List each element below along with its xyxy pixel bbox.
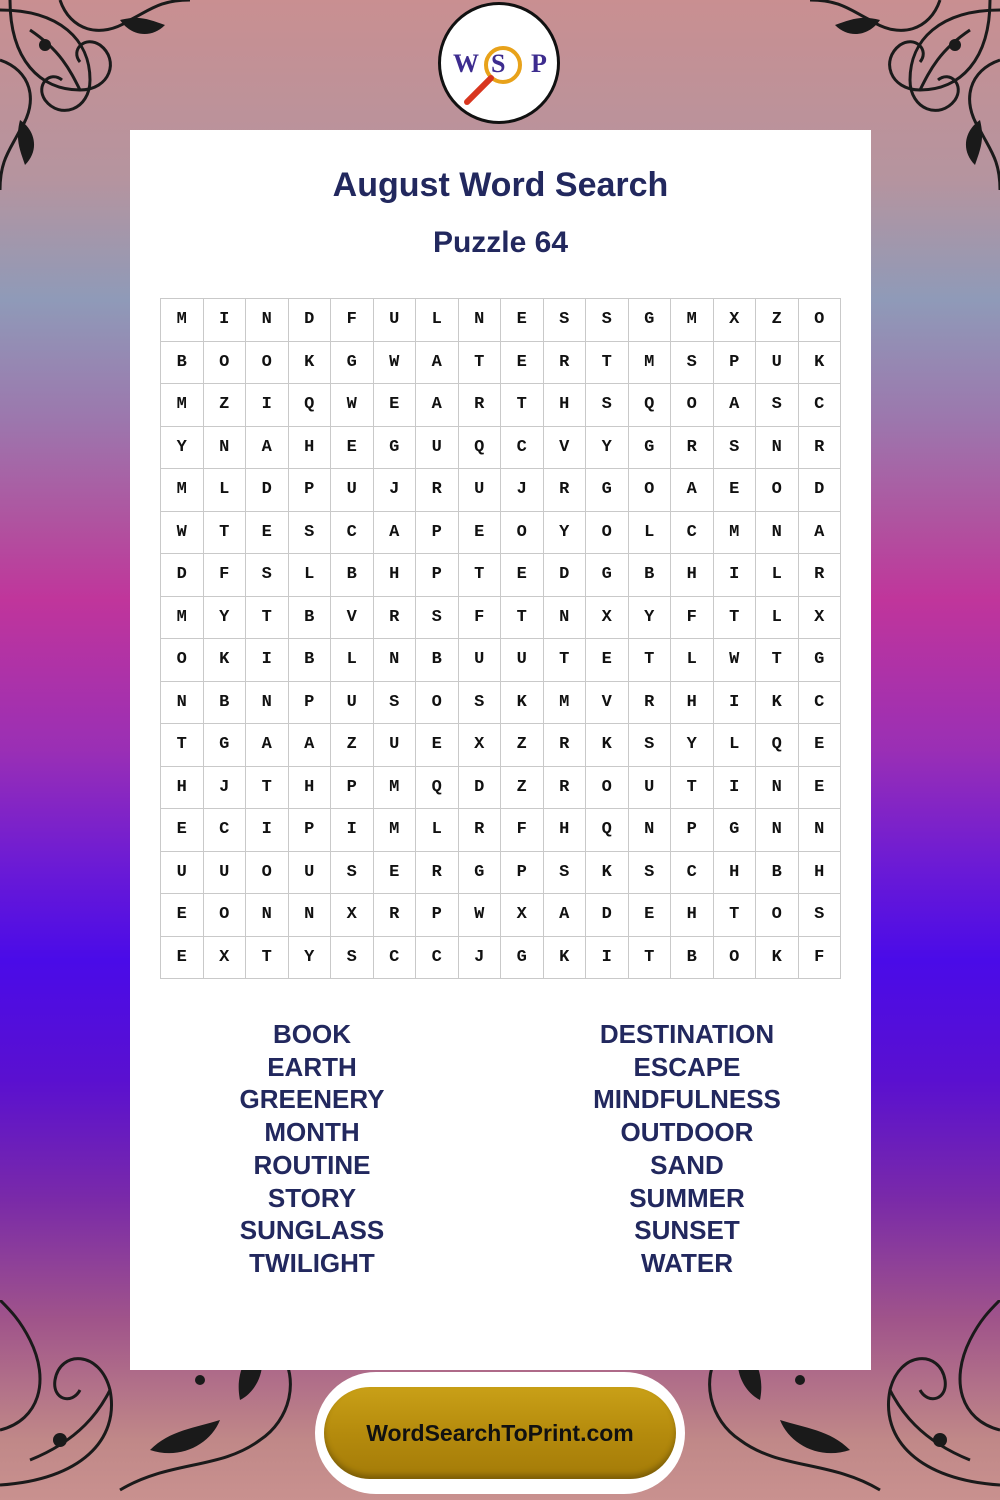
word-list-item: SUMMER [629,1182,745,1213]
grid-cell[interactable]: L [671,639,714,682]
word-list-item: DESTINATION [599,1019,775,1049]
grid-cell[interactable]: E [161,809,204,852]
grid-cell[interactable]: V [544,427,587,470]
grid-cell[interactable]: B [671,937,714,980]
grid-cell[interactable]: M [544,682,587,725]
grid-cell[interactable]: H [289,767,332,810]
grid-cell[interactable]: E [501,342,544,385]
grid-cell[interactable]: T [671,767,714,810]
grid-cell[interactable]: R [374,597,417,640]
grid-cell[interactable]: S [289,512,332,555]
word-list-item: GREENERY [239,1084,385,1115]
grid-cell[interactable]: T [714,597,757,640]
puzzle-card [130,130,871,1370]
grid-cell[interactable]: M [374,809,417,852]
grid-cell[interactable]: O [714,937,757,980]
grid-cell[interactable]: N [756,427,799,470]
grid-cell[interactable]: Y [586,427,629,470]
grid-cell[interactable]: S [544,299,587,342]
grid-cell[interactable]: E [161,894,204,937]
grid-cell[interactable]: G [629,427,672,470]
grid-cell[interactable]: S [459,682,502,725]
grid-cell[interactable]: B [204,682,247,725]
grid-cell[interactable]: S [799,894,842,937]
logo-letter-p: P [531,49,547,78]
grid-cell[interactable]: H [289,427,332,470]
grid-cell[interactable]: N [246,299,289,342]
grid-cell[interactable]: G [501,937,544,980]
grid-cell[interactable]: D [289,299,332,342]
grid-cell[interactable]: T [246,767,289,810]
grid-cell[interactable]: H [671,554,714,597]
grid-cell[interactable]: Z [501,724,544,767]
grid-cell[interactable]: A [416,342,459,385]
grid-cell[interactable]: G [374,427,417,470]
grid-cell[interactable]: O [629,469,672,512]
grid-cell[interactable]: Y [671,724,714,767]
grid-cell[interactable]: U [459,639,502,682]
grid-cell[interactable]: V [331,597,374,640]
grid-cell[interactable]: A [374,512,417,555]
grid-cell[interactable]: L [416,809,459,852]
grid-cell[interactable]: K [586,852,629,895]
grid-cell[interactable]: T [246,937,289,980]
grid-cell[interactable]: S [629,724,672,767]
word-list-item: MONTH [264,1117,360,1148]
grid-cell[interactable]: A [416,384,459,427]
grid-cell[interactable]: O [799,299,842,342]
grid-cell[interactable]: K [204,639,247,682]
grid-cell[interactable]: K [586,724,629,767]
grid-cell[interactable]: E [629,894,672,937]
grid-cell[interactable]: R [544,724,587,767]
grid-cell[interactable]: C [204,809,247,852]
grid-cell[interactable]: I [246,639,289,682]
grid-cell[interactable]: C [671,852,714,895]
grid-cell[interactable]: L [331,639,374,682]
grid-cell[interactable]: D [459,767,502,810]
grid-cell[interactable]: H [544,809,587,852]
grid-cell[interactable]: B [756,852,799,895]
grid-cell[interactable]: B [331,554,374,597]
grid-cell[interactable]: I [246,809,289,852]
grid-cell[interactable]: N [204,427,247,470]
grid-cell[interactable]: A [714,384,757,427]
grid-cell[interactable]: F [331,299,374,342]
grid-cell[interactable]: A [246,724,289,767]
grid-cell[interactable]: T [714,894,757,937]
grid-cell[interactable]: Y [544,512,587,555]
grid-cell[interactable]: K [799,342,842,385]
grid-cell[interactable]: R [459,384,502,427]
word-list-item: ROUTINE [253,1149,371,1180]
grid-cell[interactable]: L [204,469,247,512]
grid-cell[interactable]: A [799,512,842,555]
grid-cell[interactable]: N [629,809,672,852]
grid-cell[interactable]: N [161,682,204,725]
grid-cell[interactable]: T [501,597,544,640]
word-list-item: BOOK [273,1019,351,1049]
grid-cell[interactable]: G [331,342,374,385]
grid-cell[interactable]: E [459,512,502,555]
grid-cell[interactable]: R [459,809,502,852]
grid-cell[interactable]: H [714,852,757,895]
grid-cell[interactable]: K [544,937,587,980]
grid-cell[interactable]: S [629,852,672,895]
grid-cell[interactable]: R [629,682,672,725]
word-list-item: STORY [267,1182,357,1213]
grid-cell[interactable]: N [756,767,799,810]
word-list-item: SUNSET [634,1215,740,1246]
grid-cell[interactable]: G [714,809,757,852]
grid-cell[interactable]: R [544,767,587,810]
grid-cell[interactable]: P [714,342,757,385]
grid-cell[interactable]: S [586,299,629,342]
grid-cell[interactable]: O [671,384,714,427]
grid-cell[interactable]: B [161,342,204,385]
grid-cell[interactable]: G [204,724,247,767]
grid-cell[interactable]: F [501,809,544,852]
grid-cell[interactable]: U [331,682,374,725]
grid-cell[interactable]: I [714,767,757,810]
grid-cell[interactable]: S [586,384,629,427]
grid-cell[interactable]: P [289,469,332,512]
grid-cell[interactable]: P [289,682,332,725]
grid-cell[interactable]: M [671,299,714,342]
grid-cell[interactable]: N [289,894,332,937]
grid-cell[interactable]: U [501,639,544,682]
grid-cell[interactable]: T [204,512,247,555]
word-list-right-column [522,1018,852,1280]
word-list-item: SAND [650,1149,724,1180]
grid-cell[interactable]: C [416,937,459,980]
grid-cell[interactable]: J [204,767,247,810]
grid-cell[interactable]: J [459,937,502,980]
grid-cell[interactable]: Q [289,384,332,427]
grid-cell[interactable]: R [799,427,842,470]
grid-cell[interactable]: M [374,767,417,810]
grid-cell[interactable]: E [714,469,757,512]
grid-cell[interactable]: R [544,342,587,385]
grid-cell[interactable]: A [246,427,289,470]
grid-cell[interactable]: T [586,342,629,385]
grid-cell[interactable]: P [671,809,714,852]
grid-cell[interactable]: C [501,427,544,470]
grid-cell[interactable]: R [416,852,459,895]
grid-cell[interactable]: I [586,937,629,980]
grid-cell[interactable]: O [586,512,629,555]
grid-cell[interactable]: E [331,427,374,470]
grid-cell[interactable]: M [714,512,757,555]
grid-cell[interactable]: O [416,682,459,725]
grid-cell[interactable]: C [799,384,842,427]
word-list-left-column [147,1018,477,1280]
grid-cell[interactable]: U [416,427,459,470]
grid-cell[interactable]: B [629,554,672,597]
grid-cell[interactable]: D [799,469,842,512]
grid-cell[interactable]: L [416,299,459,342]
grid-cell[interactable]: P [331,767,374,810]
grid-cell[interactable]: T [756,639,799,682]
grid-cell[interactable]: Q [756,724,799,767]
grid-cell[interactable]: H [799,852,842,895]
grid-cell[interactable]: N [756,512,799,555]
grid-cell[interactable]: J [501,469,544,512]
grid-cell[interactable]: I [714,682,757,725]
grid-cell[interactable]: E [799,724,842,767]
grid-cell[interactable]: Z [331,724,374,767]
word-list-item: WATER [641,1247,733,1278]
grid-cell[interactable]: H [671,682,714,725]
grid-cell[interactable]: F [459,597,502,640]
grid-cell[interactable]: O [756,894,799,937]
grid-cell[interactable]: N [246,894,289,937]
word-list-item: OUTDOOR [620,1117,754,1148]
wsp-logo [438,2,560,124]
grid-cell[interactable]: O [204,894,247,937]
grid-cell[interactable]: S [714,427,757,470]
grid-cell[interactable]: M [161,384,204,427]
grid-cell[interactable]: U [374,299,417,342]
grid-cell[interactable]: A [671,469,714,512]
grid-cell[interactable]: Z [501,767,544,810]
grid-cell[interactable]: C [331,512,374,555]
grid-cell[interactable]: J [374,469,417,512]
grid-cell[interactable]: X [459,724,502,767]
grid-cell[interactable]: F [799,937,842,980]
grid-cell[interactable]: N [374,639,417,682]
grid-cell[interactable]: R [799,554,842,597]
grid-cell[interactable]: H [544,384,587,427]
grid-cell[interactable]: P [289,809,332,852]
letter-grid [160,298,841,979]
grid-cell[interactable]: N [544,597,587,640]
site-link-button[interactable] [315,1372,685,1494]
grid-cell[interactable]: I [331,809,374,852]
word-list-item: TWILIGHT [249,1247,375,1278]
puzzle-number: Puzzle 64 [432,226,569,259]
grid-cell[interactable]: E [501,554,544,597]
grid-cell[interactable]: E [374,852,417,895]
grid-cell[interactable]: U [204,852,247,895]
grid-cell[interactable]: H [161,767,204,810]
grid-cell[interactable]: L [756,597,799,640]
grid-cell[interactable]: B [416,639,459,682]
grid-cell[interactable]: S [671,342,714,385]
grid-cell[interactable]: S [331,937,374,980]
grid-cell[interactable]: D [246,469,289,512]
grid-cell[interactable]: C [799,682,842,725]
grid-cell[interactable]: W [331,384,374,427]
grid-cell[interactable]: T [501,384,544,427]
grid-cell[interactable]: P [501,852,544,895]
grid-cell[interactable]: N [459,299,502,342]
grid-cell[interactable]: L [289,554,332,597]
grid-cell[interactable]: O [586,767,629,810]
grid-cell[interactable]: U [331,469,374,512]
grid-cell[interactable]: R [671,427,714,470]
grid-cell[interactable]: O [756,469,799,512]
grid-cell[interactable]: T [629,937,672,980]
logo-letter-w: W [453,49,479,78]
grid-cell[interactable]: T [544,639,587,682]
grid-cell[interactable]: E [416,724,459,767]
grid-cell[interactable]: T [459,342,502,385]
grid-cell[interactable]: C [374,937,417,980]
grid-cell[interactable]: E [501,299,544,342]
grid-cell[interactable]: U [459,469,502,512]
grid-cell[interactable]: X [331,894,374,937]
grid-cell[interactable]: G [629,299,672,342]
grid-cell[interactable]: T [629,639,672,682]
grid-cell[interactable]: D [544,554,587,597]
grid-cell[interactable]: U [756,342,799,385]
grid-cell[interactable]: T [246,597,289,640]
grid-cell[interactable]: Z [204,384,247,427]
grid-cell[interactable]: Y [161,427,204,470]
grid-cell[interactable]: U [161,852,204,895]
grid-cell[interactable]: S [331,852,374,895]
grid-cell[interactable]: P [416,554,459,597]
grid-cell[interactable]: B [289,597,332,640]
grid-cell[interactable]: K [756,937,799,980]
grid-cell[interactable]: X [501,894,544,937]
grid-cell[interactable]: E [799,767,842,810]
word-list-item: MINDFULNESS [593,1084,781,1115]
grid-cell[interactable]: E [586,639,629,682]
grid-cell[interactable]: Q [629,384,672,427]
grid-cell[interactable]: N [246,682,289,725]
grid-cell[interactable]: E [161,937,204,980]
grid-cell[interactable]: L [629,512,672,555]
grid-cell[interactable]: P [416,512,459,555]
grid-cell[interactable]: S [374,682,417,725]
grid-cell[interactable]: B [289,639,332,682]
grid-cell[interactable]: D [161,554,204,597]
grid-cell[interactable]: G [799,639,842,682]
grid-cell[interactable]: F [204,554,247,597]
grid-cell[interactable]: K [756,682,799,725]
grid-cell[interactable]: A [289,724,332,767]
grid-cell[interactable]: W [714,639,757,682]
grid-cell[interactable]: L [714,724,757,767]
grid-cell[interactable]: X [799,597,842,640]
grid-cell[interactable]: S [246,554,289,597]
grid-cell[interactable]: R [544,469,587,512]
grid-cell[interactable]: W [459,894,502,937]
grid-cell[interactable]: T [459,554,502,597]
grid-cell[interactable]: X [586,597,629,640]
grid-cell[interactable]: G [586,554,629,597]
grid-cell[interactable]: S [756,384,799,427]
grid-cell[interactable]: I [714,554,757,597]
grid-cell[interactable]: G [586,469,629,512]
grid-cell[interactable]: E [374,384,417,427]
grid-cell[interactable]: T [161,724,204,767]
grid-cell[interactable]: P [416,894,459,937]
grid-cell[interactable]: M [161,597,204,640]
grid-cell[interactable]: Q [459,427,502,470]
grid-cell[interactable]: Y [289,937,332,980]
grid-cell[interactable]: U [374,724,417,767]
grid-cell[interactable]: X [204,937,247,980]
grid-cell[interactable]: Q [416,767,459,810]
site-link-label[interactable]: WordSearchToPrint.com [324,1387,676,1479]
grid-cell[interactable]: U [289,852,332,895]
grid-cell[interactable]: A [544,894,587,937]
word-list-item: EARTH [267,1051,357,1082]
grid-cell[interactable]: M [629,342,672,385]
word-list-item: ESCAPE [633,1051,741,1082]
grid-cell[interactable]: N [799,809,842,852]
grid-cell[interactable]: S [416,597,459,640]
grid-cell[interactable]: U [629,767,672,810]
grid-cell[interactable]: Q [586,809,629,852]
grid-cell[interactable]: W [161,512,204,555]
grid-cell[interactable]: I [204,299,247,342]
grid-cell[interactable]: H [374,554,417,597]
logo-letter-s: S [491,49,506,78]
grid-cell[interactable]: Y [204,597,247,640]
grid-cell[interactable]: O [246,342,289,385]
grid-cell[interactable]: L [756,554,799,597]
grid-cell[interactable]: W [374,342,417,385]
grid-cell[interactable]: H [671,894,714,937]
grid-cell[interactable]: O [204,342,247,385]
grid-cell[interactable]: N [756,809,799,852]
grid-cell[interactable]: O [501,512,544,555]
grid-cell[interactable]: X [714,299,757,342]
grid-cell[interactable]: M [161,469,204,512]
grid-cell[interactable]: K [289,342,332,385]
grid-cell[interactable]: R [416,469,459,512]
grid-cell[interactable]: O [246,852,289,895]
grid-cell[interactable]: G [459,852,502,895]
grid-cell[interactable]: R [374,894,417,937]
puzzle-title: August Word Search [332,166,669,204]
grid-cell[interactable]: Y [629,597,672,640]
grid-cell[interactable]: V [586,682,629,725]
grid-cell[interactable]: D [586,894,629,937]
grid-cell[interactable]: C [671,512,714,555]
grid-cell[interactable]: S [544,852,587,895]
grid-cell[interactable]: M [161,299,204,342]
word-list-item: SUNGLASS [239,1215,385,1246]
grid-cell[interactable]: Z [756,299,799,342]
grid-cell[interactable]: K [501,682,544,725]
grid-cell[interactable]: I [246,384,289,427]
grid-cell[interactable]: F [671,597,714,640]
grid-cell[interactable]: E [246,512,289,555]
grid-cell[interactable]: O [161,639,204,682]
